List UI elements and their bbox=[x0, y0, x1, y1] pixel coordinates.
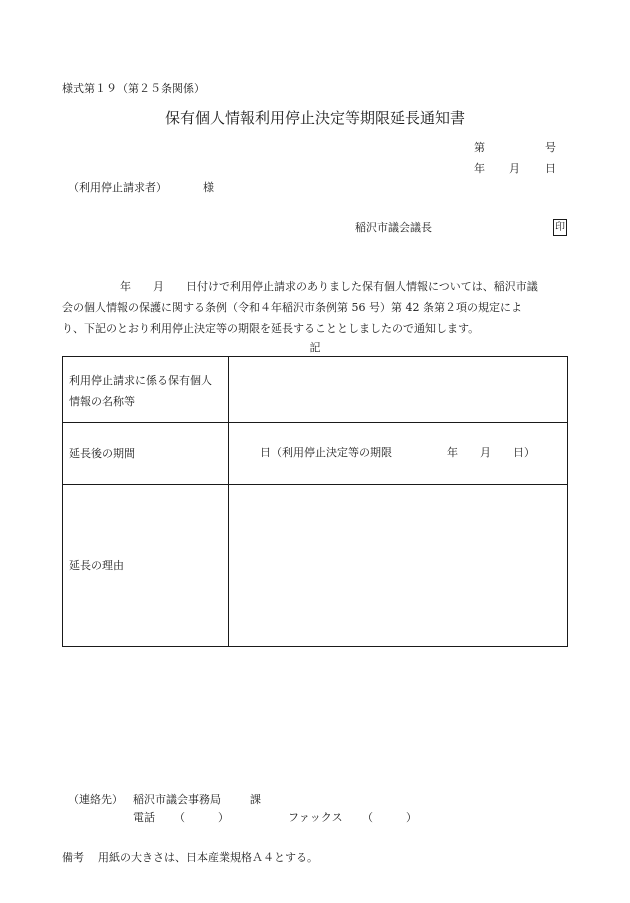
extension-period-value: 日（利用停止決定等の期限 年 月 日） bbox=[260, 446, 535, 459]
note-text: 用紙の大きさは、日本産業規格Ａ４とする。 bbox=[98, 851, 318, 864]
seal-stamp: 印 bbox=[553, 219, 567, 236]
ki-heading: 記 bbox=[309, 341, 321, 354]
table-value-cell bbox=[229, 423, 567, 484]
table-label: 延長後の期間 bbox=[69, 447, 135, 460]
body-paragraph bbox=[62, 276, 568, 339]
body-line: 年 月 日付けで利用停止請求のありました保有個人情報については、稲沢市議 bbox=[120, 280, 538, 293]
table-label: 延長の理由 bbox=[69, 559, 124, 572]
body-line: り、下記のとおり利用停止決定等の期限を延長することとしましたので通知します。 bbox=[62, 322, 480, 335]
document-title: 保有個人情報利用停止決定等期限延長通知書 bbox=[164, 109, 465, 127]
form-number: 様式第１９（第２５条関係） bbox=[62, 82, 205, 95]
recipient-honorific: 様 bbox=[203, 181, 214, 194]
table-label: 利用停止請求に係る保有個人 bbox=[69, 374, 212, 387]
note-label: 備考 bbox=[62, 851, 84, 864]
table-label-cell bbox=[63, 423, 229, 484]
date-day-label: 日 bbox=[545, 162, 556, 175]
contact-section: 課 bbox=[250, 793, 261, 806]
table-row-extension-reason bbox=[63, 485, 567, 646]
table-label: 情報の名称等 bbox=[69, 395, 135, 408]
table-row-extension-period bbox=[63, 423, 567, 485]
body-line: 会の個人情報の保護に関する条例（令和４年稲沢市条例第 56 号）第 42 条第２項の規定によ bbox=[62, 301, 522, 314]
table-label-cell bbox=[63, 357, 229, 422]
doc-number-suffix: 号 bbox=[545, 141, 556, 154]
contact-department: 稲沢市議会事務局 bbox=[133, 793, 221, 806]
table-value-cell bbox=[229, 357, 567, 422]
date-year-label: 年 bbox=[474, 162, 485, 175]
phone-label: 電話 bbox=[133, 811, 155, 824]
table-label-cell bbox=[63, 485, 229, 646]
date-month-label: 月 bbox=[509, 162, 520, 175]
table-value-cell bbox=[229, 485, 567, 646]
sender-name: 稲沢市議会議長 bbox=[355, 221, 432, 234]
doc-number-prefix: 第 bbox=[474, 141, 485, 154]
contact-label: （連絡先） bbox=[68, 793, 123, 806]
fax-field: （ ） bbox=[362, 811, 417, 824]
table-row-info-name bbox=[63, 357, 567, 423]
fax-label: ファックス bbox=[288, 811, 343, 824]
phone-field: （ ） bbox=[174, 811, 229, 824]
detail-table bbox=[62, 356, 568, 647]
recipient-label: （利用停止請求者） bbox=[68, 181, 167, 194]
